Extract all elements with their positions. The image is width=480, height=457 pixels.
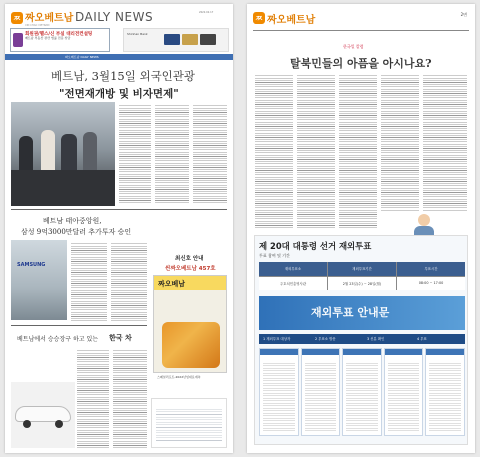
- car-photo: [11, 382, 75, 448]
- notice-header: [259, 296, 465, 330]
- mag-caption-2: 씬짜오베트남 457호: [165, 266, 216, 272]
- step-box: [342, 348, 382, 436]
- article-column: [193, 104, 227, 204]
- step-box: [425, 348, 465, 436]
- vote-title: 제 20대 대통령 선거 재외투표: [259, 241, 372, 251]
- step-label: 2 투표소 방문: [315, 337, 336, 341]
- bottom-ad[interactable]: [151, 398, 227, 448]
- divider: [11, 209, 227, 210]
- dateline: 2022.02.17: [199, 11, 214, 14]
- logo-text: 짜오베트남: [267, 14, 316, 26]
- tiger-illustration: [162, 322, 220, 368]
- article-column: [297, 74, 335, 229]
- divider: [253, 30, 469, 31]
- step-box: [301, 348, 341, 436]
- article-column: [71, 242, 107, 322]
- newspaper-page-2: [247, 4, 475, 453]
- notice-title: 재외투표 안내문: [311, 306, 390, 319]
- step-label: 1 재외투표 대상자: [263, 337, 291, 341]
- step-label: 3 신분 확인: [367, 337, 385, 341]
- table-cell: 08:00 ~ 17:00: [397, 277, 465, 291]
- logo-text: 짜오베트남: [25, 13, 74, 24]
- table-cell: 2월 23일(수) ~ 28일(월): [328, 277, 396, 291]
- brand-mark-icon: ㅉ: [253, 12, 265, 24]
- news-photo-crowd: [11, 102, 115, 206]
- step-box: [384, 348, 424, 436]
- divider: [11, 325, 147, 326]
- main-subheadline[interactable]: "전면재개방 및 비자면제": [59, 88, 179, 100]
- credit-card-image: [200, 34, 216, 45]
- magazine-cover[interactable]: [153, 275, 227, 373]
- ad-box-top[interactable]: [10, 28, 110, 52]
- second-headline-line2[interactable]: 삼성 9억3000만달러 추가투자 승인: [21, 228, 132, 236]
- article-column: [113, 349, 147, 449]
- page2-headline[interactable]: 탈북민들의 아픔을 아시나요?: [290, 57, 432, 70]
- vote-notice-banner[interactable]: [254, 235, 468, 445]
- vote-step-boxes: [259, 348, 465, 436]
- card-ad[interactable]: [123, 28, 229, 52]
- table-header: 재외투표기간: [328, 262, 396, 276]
- section-label: 한국일 칼럼: [343, 44, 364, 49]
- article-column: [77, 349, 109, 449]
- table-header: 재외투표소: [259, 262, 327, 276]
- credit-card-image: [164, 34, 180, 45]
- article-column: [155, 104, 189, 204]
- ad-title: 회원권/헬스/신 부실 대리전컨설팅: [25, 32, 93, 37]
- article-column: [119, 104, 151, 204]
- card-ad-text: Shinhan Bank: [127, 32, 148, 36]
- step-label: 4 투표: [417, 337, 427, 341]
- vote-steps-bar: [259, 334, 465, 344]
- article-column: [339, 74, 377, 229]
- header-bar-text: 짜오베트남 DAILY NEWS: [65, 55, 99, 59]
- brand-logo: [253, 10, 315, 26]
- table-cell: 주호치민총영사관: [259, 277, 327, 291]
- vote-schedule-table: [259, 262, 465, 290]
- mag-caption: 최신호 안내: [175, 256, 204, 262]
- article-column: [111, 242, 147, 322]
- article-column: [381, 74, 419, 212]
- step-box: [259, 348, 299, 436]
- magazine-title: 짜오베남: [158, 280, 186, 288]
- newspaper-page-1: [5, 4, 233, 453]
- third-headline-bold[interactable]: 한국 차: [109, 334, 132, 342]
- third-headline-prefix[interactable]: 베트남에서 승승장구 하고 있는: [17, 336, 99, 343]
- vote-subtitle: 투표 참여 및 기간: [259, 253, 290, 258]
- header-bar: [5, 54, 233, 60]
- logo-subtext: XIN CHAO VIETNAM: [25, 24, 50, 27]
- article-column: [423, 74, 467, 212]
- second-headline[interactable]: 베트남 태아중앙원,: [43, 217, 102, 225]
- ad-body: 베트남 부동산 관련 법률 전문 상담: [25, 36, 71, 40]
- article-column: [255, 74, 293, 229]
- main-headline[interactable]: 베트남, 3월15일 외국인관광: [51, 69, 196, 83]
- samsung-factory-photo: SAMSUNG: [11, 240, 67, 320]
- table-header: 투표시간: [397, 262, 465, 276]
- masthead-title: DAILY NEWS: [75, 10, 154, 24]
- magazine-footer: 스페셜리포트-2022년임대료예측: [157, 375, 201, 379]
- magazine-masthead: [154, 276, 227, 290]
- ad-logo: [13, 33, 23, 47]
- credit-card-image: [182, 34, 198, 45]
- brand-mark-icon: ㅉ: [11, 12, 23, 24]
- page-number: 2면: [460, 12, 467, 17]
- brand-logo: [11, 10, 73, 26]
